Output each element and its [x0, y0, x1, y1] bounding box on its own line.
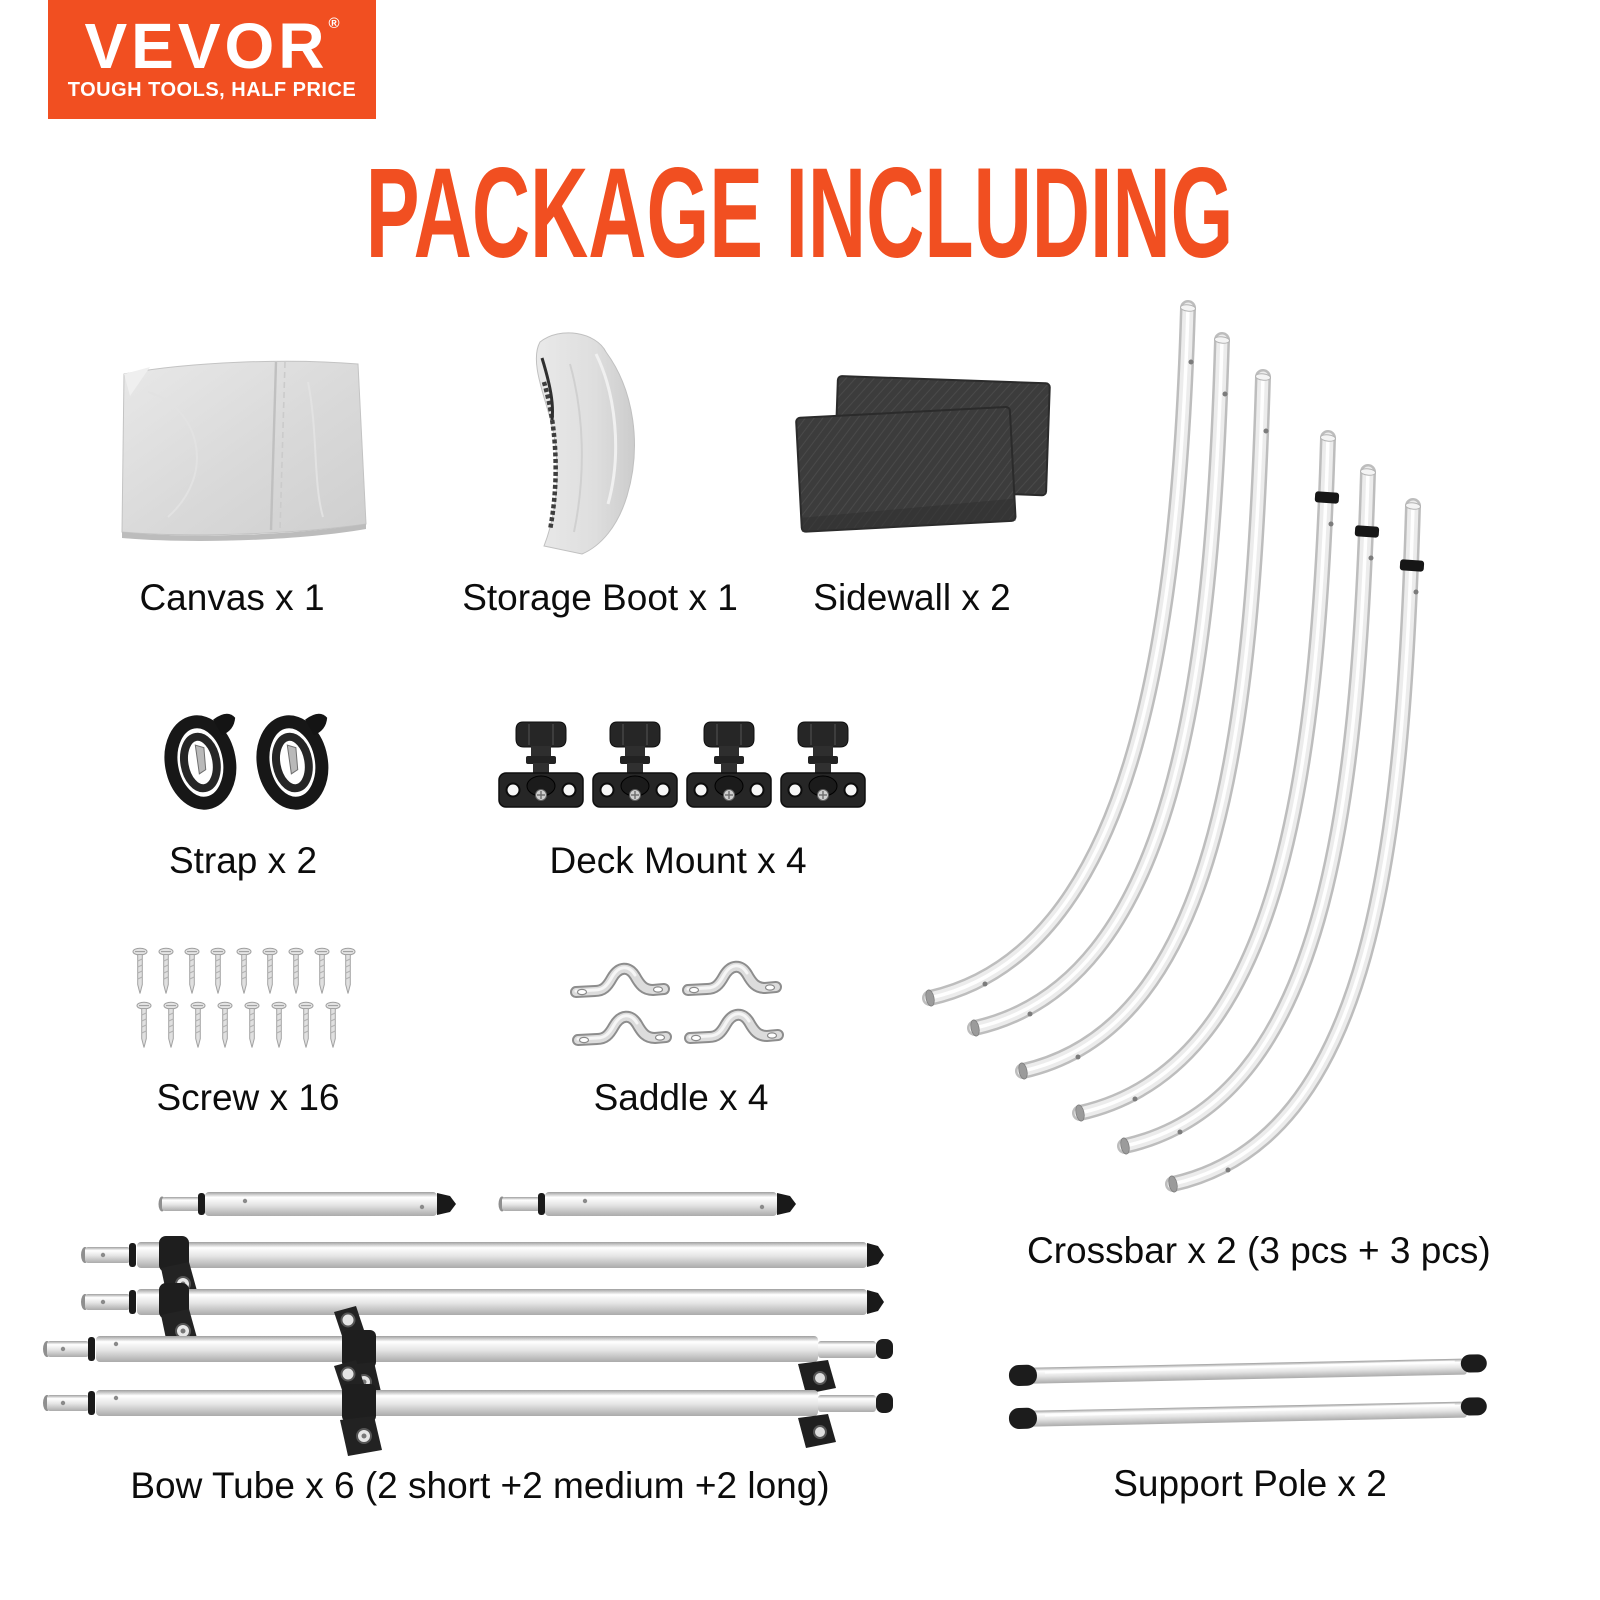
canvas-image	[108, 352, 378, 552]
sidewall-label: Sidewall x 2	[813, 577, 1011, 618]
strap-label: Strap x 2	[168, 840, 318, 881]
storage-boot-image	[500, 324, 660, 564]
storage-boot-label: Storage Boot x 1	[462, 577, 738, 618]
screw-label: Screw x 16	[156, 1077, 340, 1118]
saddle-image	[570, 960, 790, 1055]
strap-image	[160, 706, 345, 821]
crossbar-image	[860, 280, 1480, 1210]
canvas-label: Canvas x 1	[139, 577, 325, 618]
support-pole-label: Support Pole x 2	[1113, 1463, 1387, 1504]
crossbar-label: Crossbar x 2 (3 pcs + 3 pcs)	[1027, 1230, 1491, 1271]
bow-tube-label: Bow Tube x 6 (2 short +2 medium +2 long)	[130, 1465, 830, 1506]
support-pole-image	[1005, 1350, 1515, 1450]
registered-mark: ®	[328, 15, 340, 32]
page-title: PACKAGE INCLUDING	[366, 142, 1234, 285]
deck-mount-image	[497, 720, 869, 815]
screw-image	[128, 946, 373, 1054]
vevor-logo	[48, 0, 376, 119]
deck-mount-label: Deck Mount x 4	[549, 840, 807, 881]
saddle-label: Saddle x 4	[593, 1077, 769, 1118]
bow-tube-image	[30, 1183, 930, 1463]
vevor-tagline: TOUGH TOOLS, HALF PRICE	[67, 79, 357, 101]
vevor-logo-text: VEVOR®	[84, 10, 340, 82]
